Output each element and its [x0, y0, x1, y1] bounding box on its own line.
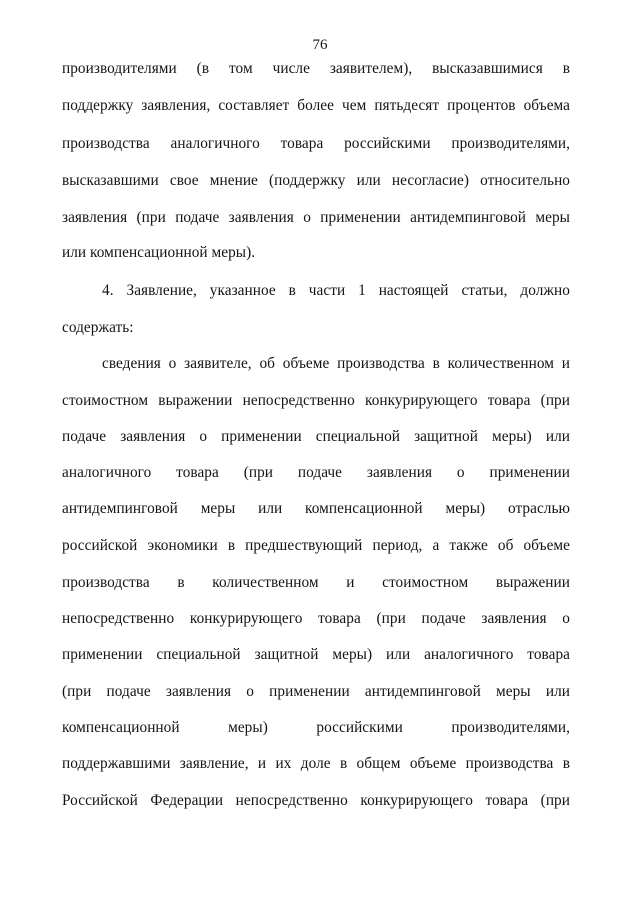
text-line: поддержку заявления, составляет более чем пятьдесят процентов объема — [62, 97, 570, 114]
text-line: производителями (в том числе заявителем), высказавшимися в — [62, 60, 570, 77]
text-line: заявления (при подаче заявления о применении антидемпинговой меры — [62, 209, 570, 226]
text-line: (при подаче заявления о применении антидемпинговой меры или — [62, 683, 570, 700]
text-line: российской экономики в предшествующий период, а также об объеме — [62, 537, 570, 554]
text-line: высказавшими свое мнение (поддержку или несогласие) относительно — [62, 172, 570, 189]
text-line: или компенсационной меры). — [62, 244, 256, 261]
text-line: производства аналогичного товара российскими производителями, — [62, 135, 570, 152]
text-line: аналогичного товара (при подаче заявления о применении — [62, 464, 570, 481]
text-line: антидемпинговой меры или компенсационной меры) отраслью — [62, 500, 570, 517]
text-line: сведения о заявителе, об объеме производства в количественном и — [102, 355, 570, 372]
text-line: применении специальной защитной меры) или аналогичного товара — [62, 646, 570, 663]
text-line: содержать: — [62, 319, 134, 336]
text-line: поддержавшими заявление, и их доле в общем объеме производства в — [62, 755, 570, 772]
text-line: подаче заявления о применении специальной защитной меры) или — [62, 428, 570, 445]
text-line: стоимостном выражении непосредственно конкурирующего товара (при — [62, 392, 570, 409]
text-line: производства в количественном и стоимостном выражении — [62, 574, 570, 591]
text-line: компенсационной меры) российскими производителями, — [62, 719, 570, 736]
text-line: Российской Федерации непосредственно конкурирующего товара (при — [62, 792, 570, 809]
page-number: 76 — [312, 37, 328, 53]
text-line: непосредственно конкурирующего товара (при подаче заявления о — [62, 610, 570, 627]
paragraph-4-first-line: 4. Заявление, указанное в части 1 настоящей статьи, должно — [102, 282, 570, 299]
